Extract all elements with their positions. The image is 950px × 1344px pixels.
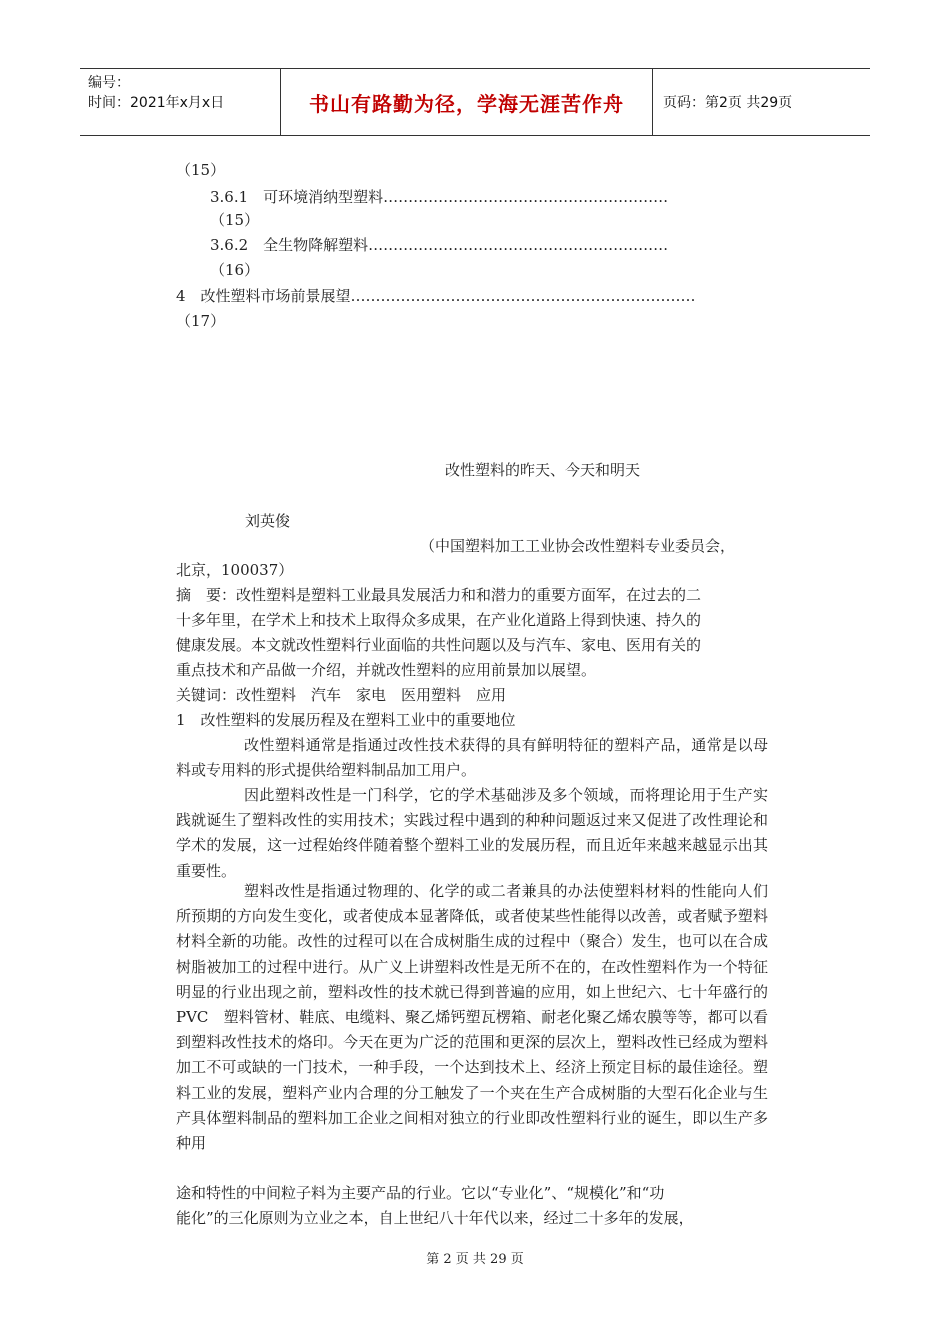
body-line: 能化”的三化原则为立业之本，自上世纪八十年代以来，经过二十多年的发展， bbox=[176, 1209, 694, 1227]
toc-page-ref: （16） bbox=[210, 261, 260, 279]
article-affiliation: （中国塑料加工工业协会改性塑料专业委员会， bbox=[420, 537, 736, 555]
toc-entry-3-6-1: 3.6.1 可环境消纳型塑料………………………………………………… bbox=[210, 188, 669, 206]
body-paragraph: 塑料改性是指通过物理的、化学的或二者兼具的办法使塑料材料的性能向人们所预期的方向发生变化，或者使成本显著降低，或者使某些性能得以改善，或者赋予塑料材料全新的功能。改性的过程可以在合成树脂生成的过程中（聚合）发生，也可以在合成树脂被加工的过程中进行。从广义上讲塑料改性是无所不在的，在改性塑料作为一个特征明显的行业出现之前，塑料改性的技术就已得到普遍的应用，如上世纪六、七十年盛行的 PVC 塑料管材、鞋底、电缆料、聚乙烯钙塑瓦楞箱、耐老化聚乙烯农膜等等，都可以看到塑料改性技术的烙印。今天在更为广泛的范围和更深的层次上，塑料改性已经成为塑料加工不可或缺的一门技术，一种手段，一个达到技术上、经济上预定目标的最佳途径。塑料工业的发展，塑料产业内合理的分工触发了一个夹在生产合成树脂的大型石化企业与生产具体塑料制品的塑料加工企业之间相对独立的行业即改性塑料行业的诞生，即以生产多种用 bbox=[176, 882, 784, 1153]
toc-page-ref: （15） bbox=[210, 211, 260, 229]
toc-entry-4: 4 改性塑料市场前景展望…………………………………………………………… bbox=[176, 287, 696, 305]
article-affiliation-address: 北京，100037） bbox=[176, 561, 294, 579]
header-page-info: 页码：第2页 共29页 bbox=[663, 95, 793, 111]
toc-page-ref: （17） bbox=[176, 312, 226, 330]
page-header bbox=[80, 68, 870, 136]
abstract-line: 摘 要：改性塑料是塑料工业最具发展活力和和潜力的重要方面军，在过去的二 bbox=[176, 586, 702, 604]
header-meta bbox=[80, 69, 280, 135]
body-paragraph: 改性塑料通常是指通过改性技术获得的具有鲜明特征的塑料产品，通常是以母料或专用料的形式提供给塑料制品加工用户。 bbox=[176, 736, 768, 780]
abstract-line: 健康发展。本文就改性塑料行业面临的共性问题以及与汽车、家电、医用有关的 bbox=[176, 636, 702, 654]
article-author: 刘英俊 bbox=[245, 512, 291, 530]
abstract-line: 重点技术和产品做一介绍，并就改性塑料的应用前景加以展望。 bbox=[176, 661, 597, 679]
page-number: 第 2 页 共 29 页 bbox=[426, 1252, 524, 1267]
document-number-label: 编号： bbox=[88, 75, 130, 91]
article-title: 改性塑料的昨天、今天和明天 bbox=[445, 461, 641, 479]
abstract-line: 十多年里，在学术上和技术上取得众多成果，在产业化道路上得到快速、持久的 bbox=[176, 611, 702, 629]
toc-entry-3-6-2: 3.6.2 全生物降解塑料…………………………………………………… bbox=[210, 236, 669, 254]
body-paragraph: 因此塑料改性是一门科学，它的学术基础涉及多个领域，而将理论用于生产实践就诞生了塑料改性的实用技术；实践过程中遇到的种种问题返过来又促进了改性理论和学术的发展，这一过程始终伴随着整个塑料工业的发展历程，而且近年来越来越显示出其重要性。 bbox=[176, 786, 768, 880]
header-motto: 书山有路勤为径，学海无涯苦作舟 bbox=[280, 69, 653, 135]
body-line: 途和特性的中间粒子料为主要产品的行业。它以“专业化”、“规模化”和“功 bbox=[176, 1184, 665, 1202]
keywords: 关键词：改性塑料 汽车 家电 医用塑料 应用 bbox=[176, 686, 507, 704]
document-date: 时间：2021年x月x日 bbox=[88, 95, 225, 111]
toc-page-ref: （15） bbox=[176, 161, 226, 179]
section-heading: 1 改性塑料的发展历程及在塑料工业中的重要地位 bbox=[176, 711, 516, 729]
